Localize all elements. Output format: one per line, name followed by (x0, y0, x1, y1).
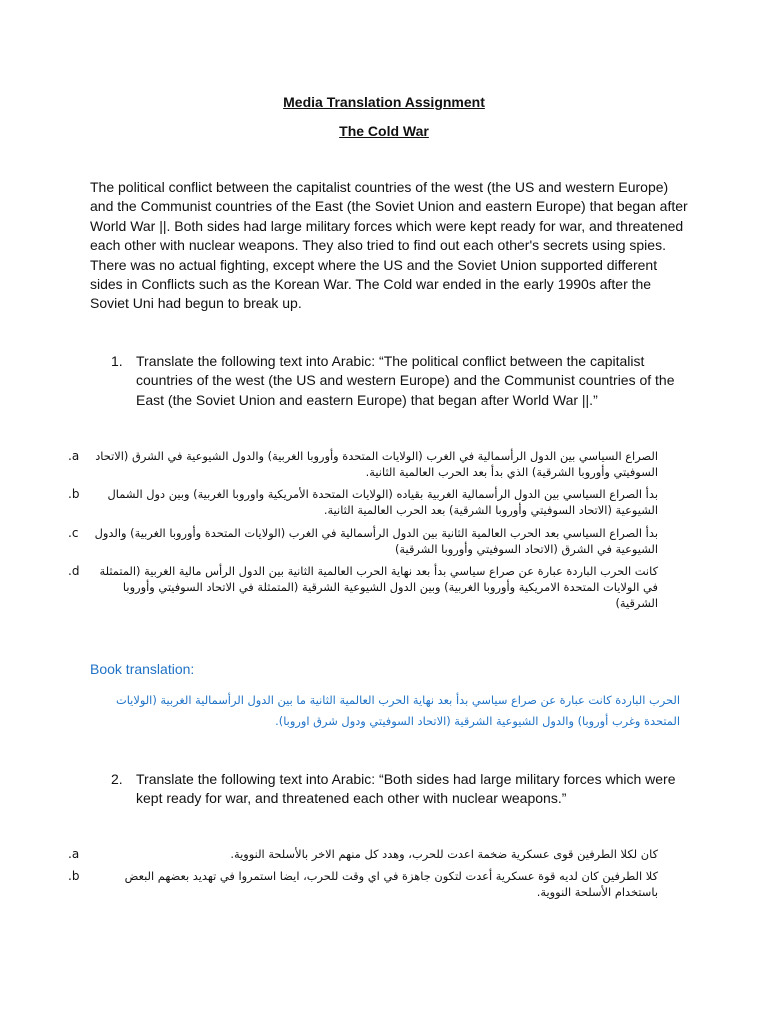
question-2 (111, 770, 686, 809)
answer-marker: .c (68, 526, 79, 540)
question-text: Translate the following text into Arabic: “Both sides had large military forces which were kept ready for war, and threatened each other with nuclear weapons.” (136, 771, 676, 807)
answer-marker: .b (68, 869, 80, 883)
document-subtitle: The Cold War (339, 123, 429, 139)
answer-text: الصراع السياسي بين الدول الرأسمالية في الغرب (الولايات المتحدة وأوروبا الغربية) والدول الشيوعية في الشرق (الاتحاد السوفيتي وأوروبا الشرقية) الذي بدأ بعد الحرب العالمية الثانية. (95, 449, 658, 480)
answer-text: كانت الحرب الباردة عبارة عن صراع سياسي بدأ بعد نهاية الحرب العالمية الثانية بين الدول الرأس مالية الغربية (المتمثلة في الولايات المتحدة الامريكية وأوروبا الغربية) وبين الدول الشيوعية الشرقية (المتمثلة في الاتحاد السوفيتي وأوروبا الشرقية) (99, 564, 658, 611)
answer-b (68, 486, 658, 518)
answer-text: بدأ الصراع السياسي بعد الحرب العالمية الثانية بين الدول الرأسمالية في الغرب (الولايات المتحدة وأوروبا الغربية) والدول الشيوعية في الشرق (الاتحاد السوفيتي وأوروبا الشرقية) (94, 526, 658, 557)
question-number: 2. (111, 771, 123, 787)
question-number: 1. (111, 353, 123, 369)
answer-c (68, 525, 658, 557)
book-translation-text: الحرب الباردة كانت عبارة عن صراع سياسي بدأ بعد نهاية الحرب العالمية الثانية ما بين الدول الرأسمالية الغربية (الولايات المتحدة وغرب أوروبا) والدول الشيوعية الشرقية (الاتحاد السوفيتي ودول شرق اوروبا). (115, 693, 680, 728)
book-translation-heading: Book translation: (90, 661, 195, 677)
answer-marker: .b (68, 487, 80, 501)
answer-d (68, 563, 658, 612)
answer-marker: .a (68, 847, 80, 861)
answer-marker: .d (68, 564, 80, 578)
answer-text: بدأ الصراع السياسي بين الدول الرأسمالية الغربية بقياده (الولايات المتحدة الأمريكية واوروبا الغربية) وبين دول الشمال الشيوعية (الاتحاد السوفيتي وأوروبا الشرقية) بعد الحرب العالمية الثانية. (107, 487, 658, 518)
document-title: Media Translation Assignment (283, 94, 485, 110)
answer-a (68, 448, 658, 480)
question-text: Translate the following text into Arabic: “The political conflict between the capitalist countries of the west (the US and western Europe) and the Communist countries of the East (the Soviet Union and eastern Europe) that began after World War ||.” (136, 353, 675, 408)
question-1 (111, 352, 686, 410)
answer-text: كلا الطرفين كان لديه قوة عسكرية أعدت لتكون جاهزة في اي وقت للحرب، ايضا استمروا في تهديد بعضهم البعض باستخدام الأسلحة النووية. (124, 869, 658, 900)
answer-marker: .a (68, 449, 80, 463)
intro-paragraph: The political conflict between the capitalist countries of the west (the US and western Europe) and the Communist countries of the East (the Soviet Union and eastern Europe) that began after World War ||. Both sides had large military forces which were kept ready for war, and threatened each other with nuclear weapons. They also tried to find out each other's secrets using spies. There was no actual fighting, except where the US and the Soviet Union supported different sides in Conflicts such as the Korean War. The Cold war ended in the early 1990s after the Soviet Uni had begun to break up. (90, 179, 688, 312)
answer-b (68, 868, 658, 900)
answer-text: كان لكلا الطرفين قوى عسكرية ضخمة اعدت للحرب، وهدد كل منهم الاخر بالأسلحة النووية. (230, 847, 658, 861)
answer-a (68, 846, 658, 862)
